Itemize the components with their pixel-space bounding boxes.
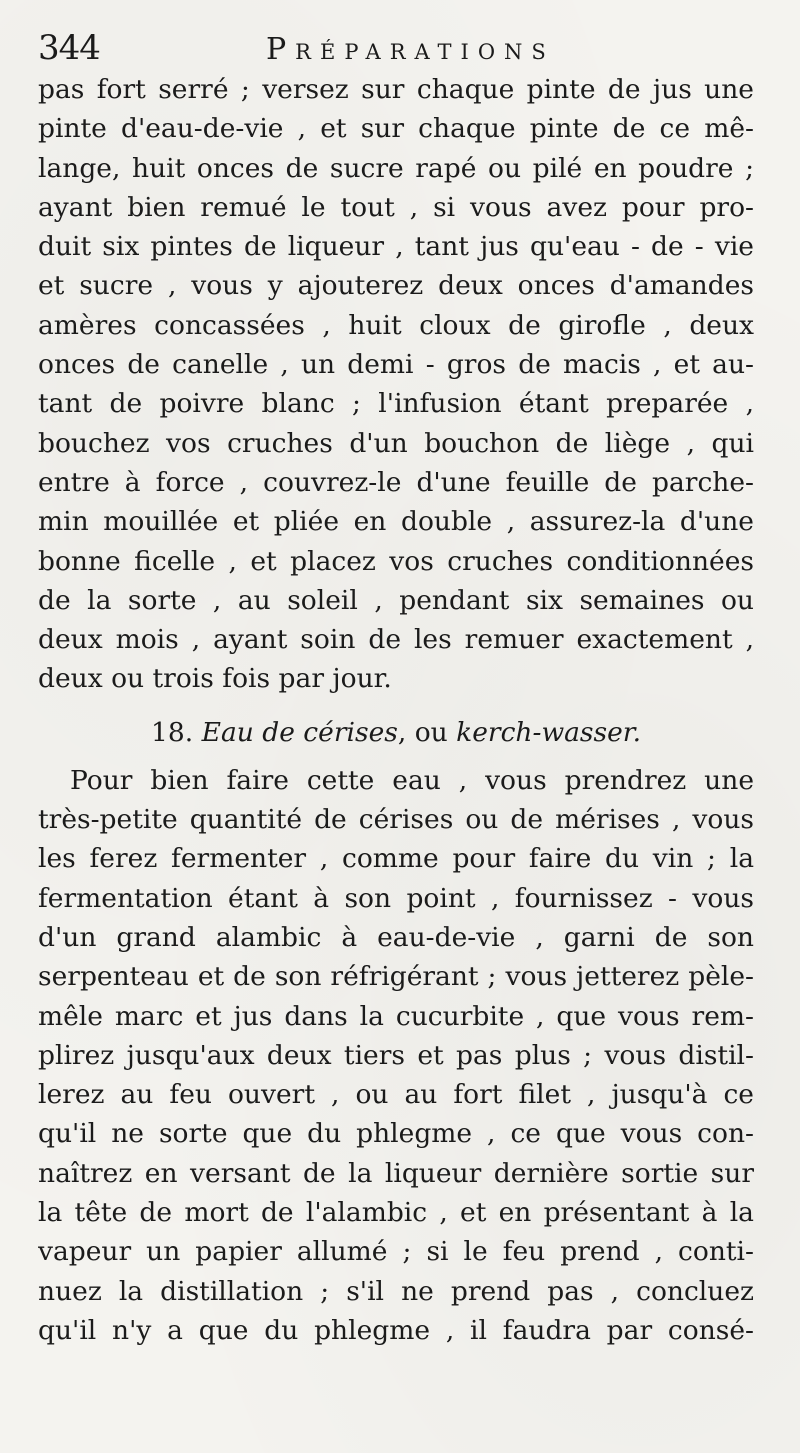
text-line: qu'il ne sorte que du phlegme , ce que vous con- bbox=[38, 1118, 754, 1150]
text-line: onces de canelle , un demi - gros de macis , et au- bbox=[38, 349, 754, 381]
page-number: 344 bbox=[38, 28, 100, 68]
section-heading bbox=[38, 705, 754, 761]
section-connector: , ou bbox=[397, 716, 448, 748]
text-line: ayant bien remué le tout , si vous avez pour pro- bbox=[38, 191, 754, 223]
text-line: amères concassées , huit cloux de girofle , deux bbox=[38, 309, 754, 341]
text-line: lange, huit onces de sucre rapé ou pilé en poudre ; bbox=[38, 152, 754, 184]
text-line: d'un grand alambic à eau-de-vie , garni de son bbox=[38, 921, 754, 953]
text-line: naîtrez en versant de la liqueur dernière sortie sur bbox=[38, 1157, 754, 1189]
running-head: Préparations bbox=[266, 32, 555, 67]
text-line: deux ou trois fois par jour. bbox=[38, 663, 392, 695]
text-line: fermentation étant à son point , fournissez - vous bbox=[38, 882, 754, 914]
section-alt-title: kerch-wasser. bbox=[456, 716, 641, 748]
text-line: entre à force , couvrez-le d'une feuille de parche- bbox=[38, 466, 754, 498]
paragraph-eau-de-cerises bbox=[38, 761, 754, 1350]
section-title: Eau de cérises bbox=[201, 716, 398, 748]
text-line: qu'il n'y a que du phlegme , il faudra par consé- bbox=[38, 1314, 754, 1346]
section-number: 18. bbox=[151, 716, 194, 748]
text-line: bonne ficelle , et placez vos cruches conditionnées bbox=[38, 545, 754, 577]
text-line: serpenteau et de son réfrigérant ; vous jetterez pèle- bbox=[38, 961, 754, 993]
text-line: mêle marc et jus dans la cucurbite , que vous rem- bbox=[38, 1000, 754, 1032]
text-line: lerez au feu ouvert , ou au fort filet , jusqu'à ce bbox=[38, 1079, 754, 1111]
text-line: bouchez vos cruches d'un bouchon de liège , qui bbox=[38, 427, 754, 459]
text-line: de la sorte , au soleil , pendant six semaines ou bbox=[38, 584, 754, 616]
text-line: pinte d'eau-de-vie , et sur chaque pinte de ce mê- bbox=[38, 113, 754, 145]
text-line: la tête de mort de l'alambic , et en présentant à la bbox=[38, 1197, 754, 1229]
page-header bbox=[38, 22, 754, 70]
text-line: pas fort serré ; versez sur chaque pinte de jus une bbox=[38, 74, 754, 105]
text-line: min mouillée et pliée en double , assurez-la d'une bbox=[38, 506, 754, 538]
text-line: nuez la distillation ; s'il ne prend pas , concluez bbox=[38, 1275, 754, 1307]
body-text bbox=[38, 70, 754, 1350]
text-line: vapeur un papier allumé ; si le feu prend , conti- bbox=[38, 1236, 754, 1268]
text-line: tant de poivre blanc ; l'infusion étant preparée , bbox=[38, 388, 754, 420]
text-line: deux mois , ayant soin de les remuer exactement , bbox=[38, 624, 754, 656]
text-line: très-petite quantité de cérises ou de mérises , vous bbox=[38, 804, 754, 836]
text-line: Pour bien faire cette eau , vous prendrez une bbox=[70, 764, 754, 796]
text-line: duit six pintes de liqueur , tant jus qu'eau - de - vie bbox=[38, 231, 754, 263]
text-line: plirez jusqu'aux deux tiers et pas plus ; vous distil- bbox=[38, 1039, 754, 1071]
text-line: et sucre , vous y ajouterez deux onces d'amandes bbox=[38, 270, 754, 302]
paragraph-continued bbox=[38, 70, 754, 699]
text-line: les ferez fermenter , comme pour faire du vin ; la bbox=[38, 843, 754, 875]
